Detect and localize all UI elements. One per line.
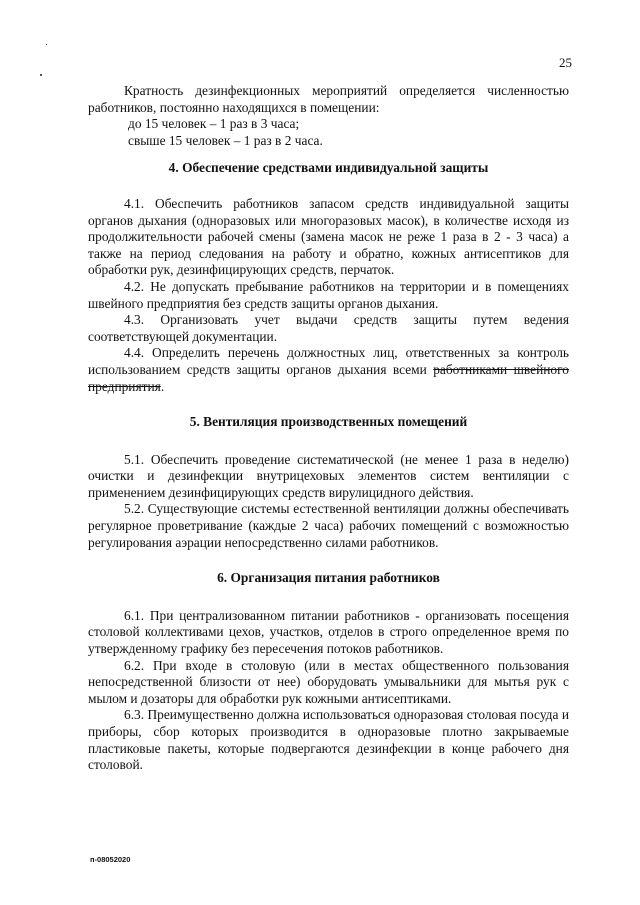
section-4-heading: 4. Обеспечение средствами индивидуальной защиты xyxy=(168,160,489,176)
spacer xyxy=(88,431,569,452)
scan-dot xyxy=(40,74,42,76)
paragraph-6-2: 6.2. При входе в столовую (или в местах общественного пользования непосредственной близости от нее) оборудовать умывальники для мытья рук с мылом и дозаторы для обработки рук кожными антисептиками. xyxy=(88,657,569,706)
page-number: 25 xyxy=(559,55,572,70)
spacer xyxy=(88,149,569,160)
section-6-heading: 6. Организация питания работников xyxy=(217,570,440,586)
paragraph-4-4-strikethrough: работниками швейного предприятия xyxy=(88,361,569,394)
intro-line-2: свыше 15 человек – 1 раз в 2 часа. xyxy=(128,132,323,148)
paragraph-6-3: 6.3. Преимущественно должна использоваться одноразовая столовая посуда и приборы, сбор которых производится в одноразовые плотно закрываемые пластиковые пакеты, которые подвергаются дезинфекции в конце рабочего дня столовой. xyxy=(88,707,569,773)
section-5-heading: 5. Вентиляция производственных помещений xyxy=(189,414,468,430)
paragraph-4-4-main: 4.4. Определить перечень должностных лиц, ответственных за контроль использованием средств защиты органов дыхания всеми xyxy=(88,345,569,377)
spacer xyxy=(88,177,569,196)
paragraph-5-2: 5.2. Существующие системы естественной вентиляции должны обеспечивать регулярное проветривание (каждые 2 часа) рабочих помещений с возможностью регулирования аэрации непосредственно силами работников. xyxy=(88,501,569,550)
paragraph-5-1: 5.1. Обеспечить проведение систематической (не менее 1 раза в неделю) очистки и дезинфекции внутрицеховых элементов систем вентиляции с применением дезинфицирующих средств вирулицидного действия. xyxy=(88,451,569,500)
paragraph-4-3: 4.3. Организовать учет выдачи средств защиты путем ведения соответствующей документации. xyxy=(88,312,569,344)
document-code: п-08052020 xyxy=(90,855,131,864)
spacer xyxy=(88,587,569,608)
scan-dot xyxy=(46,44,47,45)
spacer xyxy=(88,395,569,414)
paragraph-6-1: 6.1. При централизованном питании работников - организовать посещения столовой коллективами цехов, участков, отделов в строго определенное время по утвержденному графику без пересечения потоков работников. xyxy=(88,607,569,657)
paragraph-4-4-end: . xyxy=(160,378,165,394)
spacer xyxy=(88,551,569,570)
paragraph-4-2: 4.2. Не допускать пребывание работников на территории и в помещениях швейного предприятия без средств защиты органов дыхания. xyxy=(88,278,569,311)
document-body xyxy=(88,83,569,774)
paragraph-4-1: 4.1. Обеспечить работников запасом средств индивидуальной защиты органов дыхания (одноразовых или многоразовых масок), в количестве исходя из продолжительности рабочей смены (замена масок не реже 1 раза в 2 - 3 часа) а также на период следования на работу и обратно, кожных антисептиков для обработки рук, дезинфицирующих средств, перчаток. xyxy=(88,195,569,278)
intro-line-1: до 15 человек – 1 раз в 3 часа; xyxy=(128,116,300,132)
paragraph-4-4 xyxy=(88,345,569,395)
intro-paragraph: Кратность дезинфекционных мероприятий определяется численностью работников, постоянно находящихся в помещении: xyxy=(88,83,569,115)
